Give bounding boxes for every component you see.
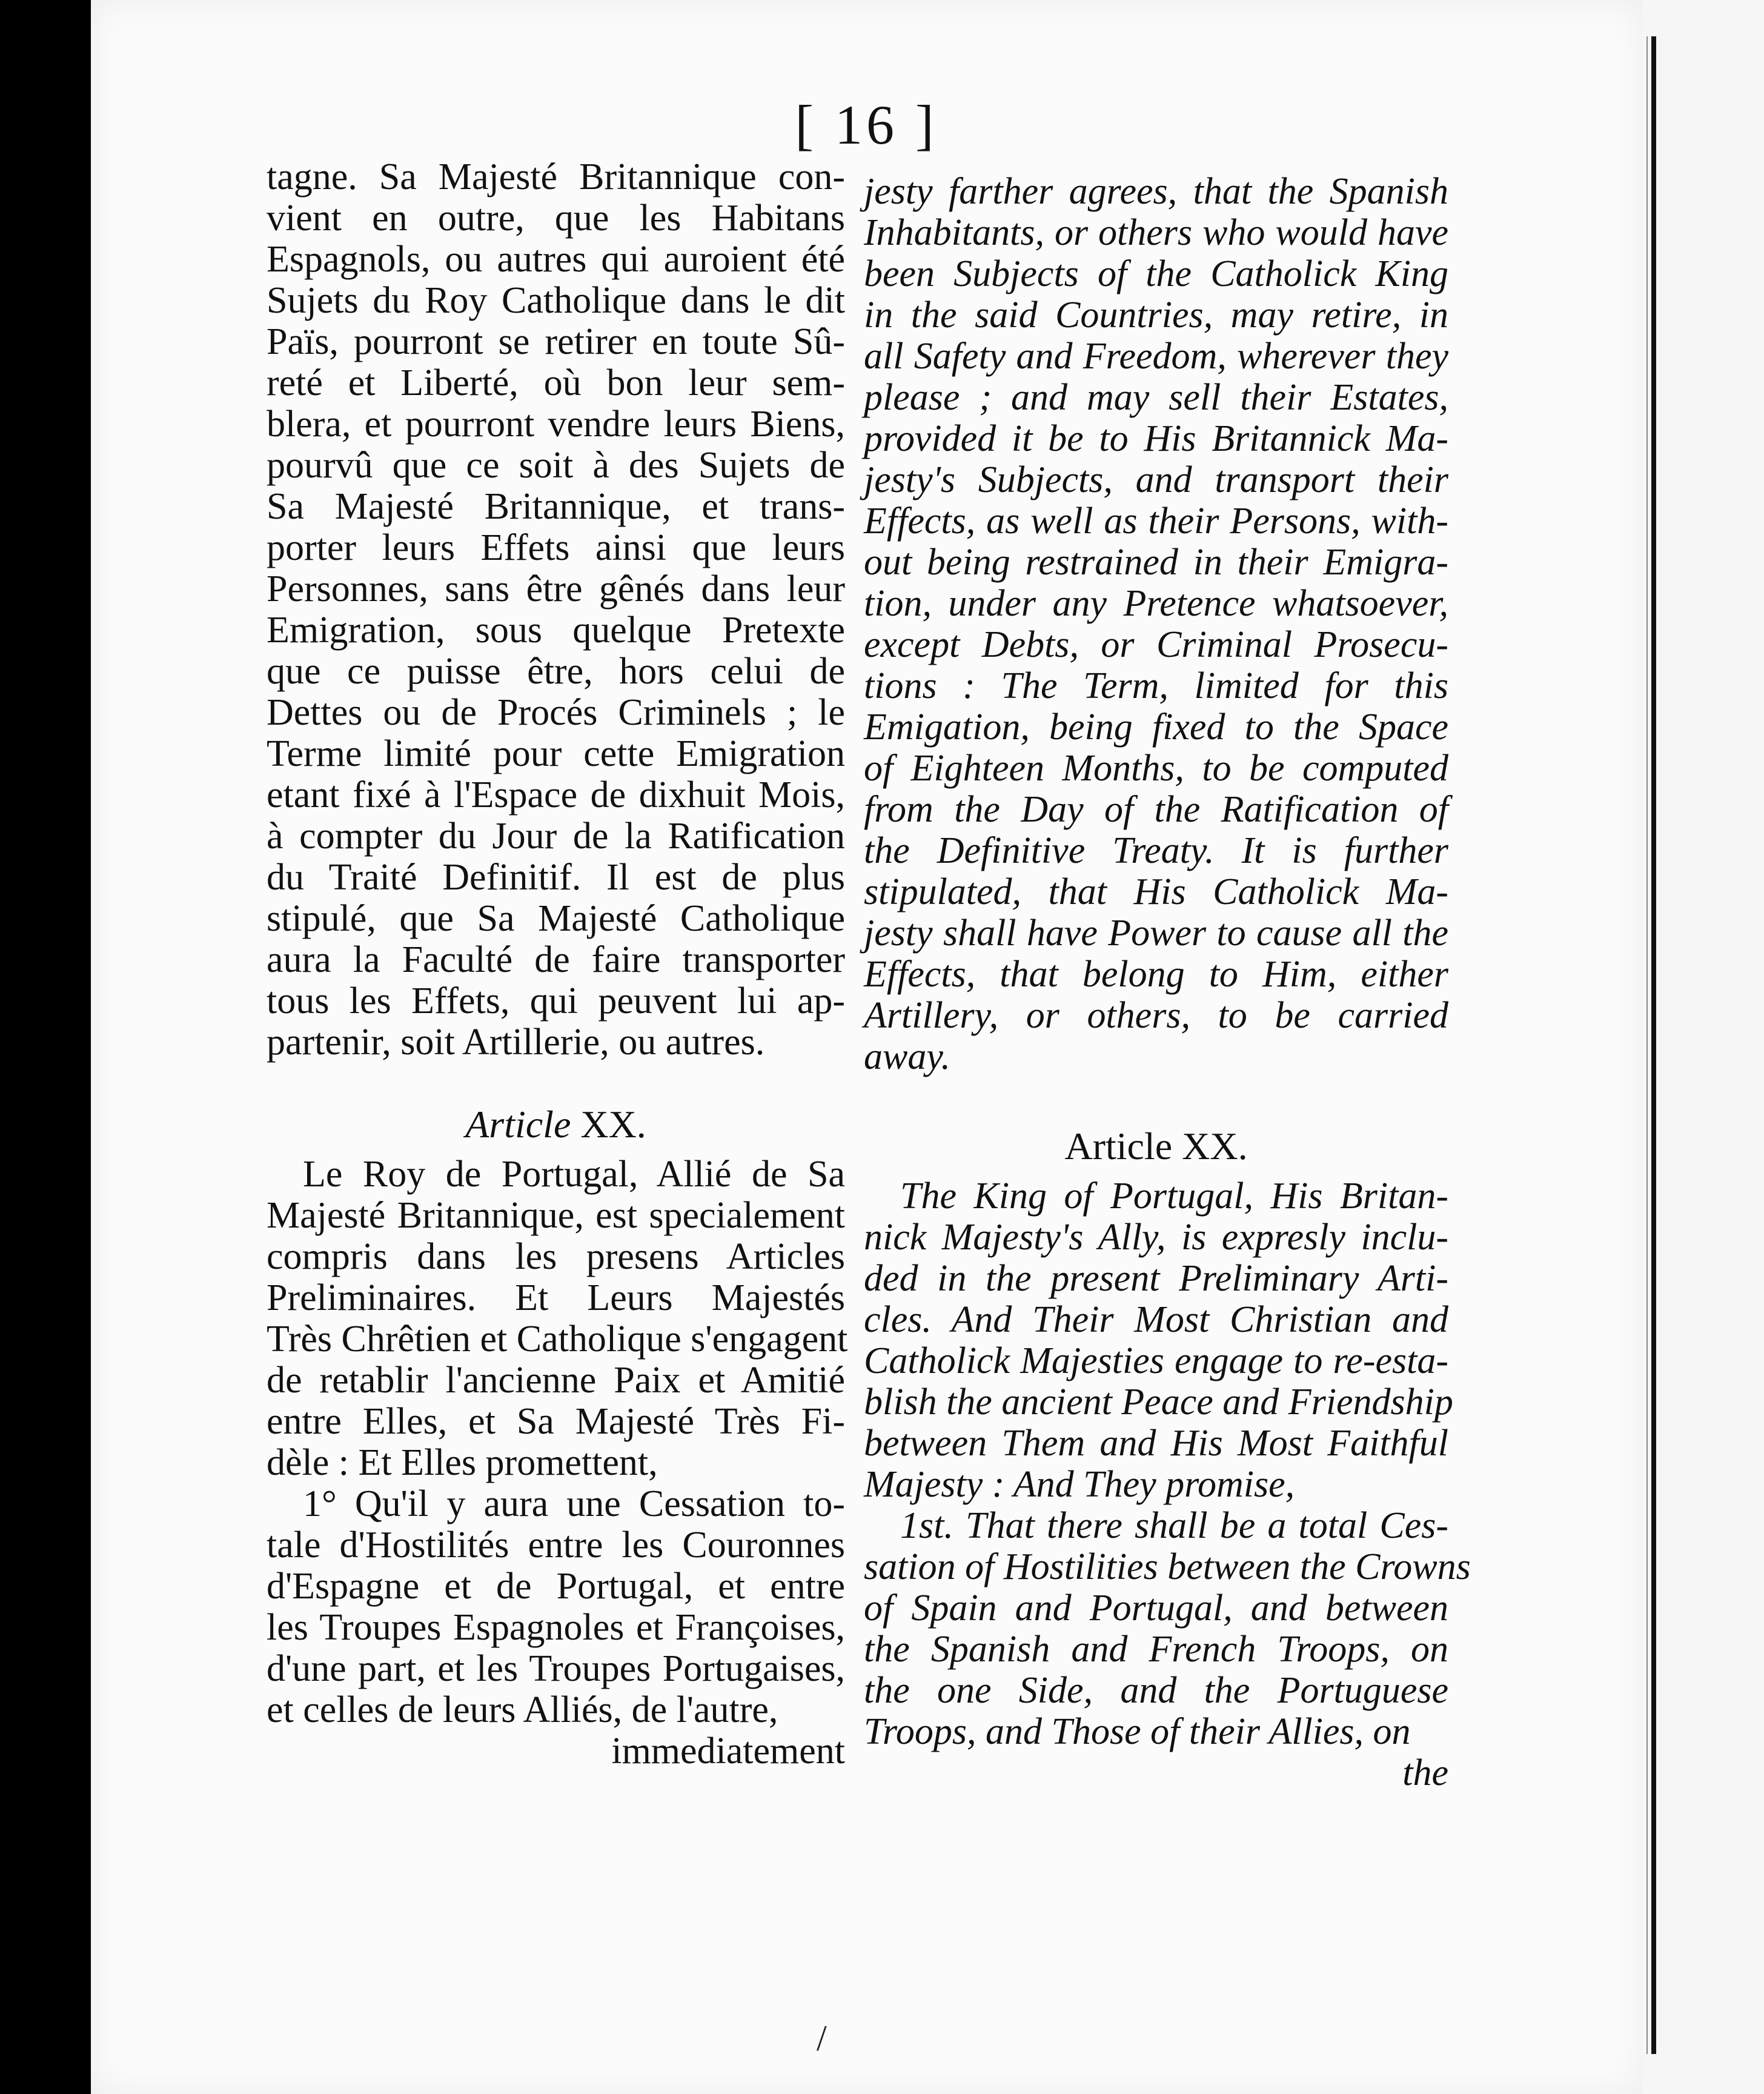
- text-line: Païs, pourront se retirer en toute Sû-: [267, 321, 845, 362]
- text-line: provided it be to His Britannick Ma-: [864, 418, 1448, 459]
- text-line: of Eighteen Months, to be computed: [864, 748, 1448, 789]
- text-line: Majesté Britannique, est specialement: [267, 1195, 845, 1236]
- page-number: [ 16 ]: [795, 94, 938, 156]
- text-line: all Safety and Freedom, wherever they: [864, 336, 1448, 377]
- text-line: Dettes ou de Procés Criminels ; le: [267, 692, 845, 733]
- text-line: les Troupes Espagnoles et Françoises,: [267, 1607, 845, 1648]
- text-line: stipulé, que Sa Majesté Catholique: [267, 898, 845, 939]
- text-line: Emigration, sous quelque Pretexte: [267, 610, 845, 651]
- text-line: please ; and may sell their Estates,: [864, 377, 1448, 418]
- text-line: à compter du Jour de la Ratification: [267, 816, 845, 857]
- text-line: blish the ancient Peace and Friendship: [864, 1381, 1453, 1423]
- text-line: Très Chrêtien et Catholique s'engagent: [267, 1318, 848, 1360]
- binding-shadow: [1646, 36, 1648, 2054]
- text-line: Personnes, sans être gênés dans leur: [267, 568, 845, 610]
- text-line: Preliminaires. Et Leurs Majestés: [267, 1277, 845, 1318]
- text-line: nick Majesty's Ally, is expresly inclu-: [864, 1217, 1448, 1258]
- text-line: tagne. Sa Majesté Britannique con-: [267, 156, 845, 198]
- french-article-text: [267, 1154, 848, 1730]
- text-line: Effects, as well as their Persons, with-: [864, 500, 1448, 542]
- adjacent-page-edge: [1643, 0, 1764, 2094]
- text-line: tale d'Hostilités entre les Couronnes: [267, 1524, 845, 1566]
- text-line: Terme limité pour cette Emigration: [267, 733, 845, 774]
- text-line: tion, under any Pretence whatsoever,: [864, 583, 1448, 624]
- text-line: 1st. That there shall be a total Ces-: [900, 1505, 1448, 1546]
- text-line: d'Espagne et de Portugal, et entre: [267, 1566, 845, 1607]
- text-line: from the Day of the Ratification of: [864, 789, 1448, 830]
- english-article-text: [864, 1175, 1471, 1752]
- text-line: d'une part, et les Troupes Portugaises,: [267, 1648, 845, 1689]
- french-article-word: Article: [465, 1103, 571, 1146]
- text-line: jesty farther agrees, that the Spanish: [864, 171, 1448, 212]
- french-article-heading: [267, 1100, 845, 1149]
- text-line: except Debts, or Criminal Prosecu-: [864, 624, 1448, 665]
- text-line: jesty's Subjects, and transport their: [864, 459, 1448, 500]
- text-line: du Traité Definitif. Il est de plus: [267, 857, 845, 898]
- text-line: of Spain and Portugal, and between: [864, 1587, 1448, 1629]
- english-text-continued: [864, 171, 1448, 1077]
- text-line: Emigation, being fixed to the Space: [864, 706, 1448, 748]
- text-line: Artillery, or others, to be carried: [864, 995, 1448, 1036]
- text-line: cles. And Their Most Christian and: [864, 1299, 1448, 1340]
- text-line: 1° Qu'il y aura une Cessation to-: [303, 1483, 845, 1524]
- text-line: Sa Majesté Britannique, et trans-: [267, 486, 845, 527]
- text-line: jesty shall have Power to cause all the: [864, 912, 1448, 954]
- text-line: been Subjects of the Catholick King: [864, 253, 1448, 294]
- text-line: vient en outre, que les Habitans: [267, 198, 845, 239]
- text-line: aura la Faculté de faire transporter: [267, 939, 845, 980]
- text-line: away.: [864, 1036, 950, 1077]
- text-line: ded in the present Preliminary Arti-: [864, 1258, 1448, 1299]
- english-article-number: XX.: [1182, 1125, 1248, 1168]
- text-line: que ce puisse être, hors celui de: [267, 651, 845, 692]
- text-line: The King of Portugal, His Britan-: [900, 1175, 1448, 1217]
- text-line: Troops, and Those of their Allies, on: [864, 1711, 1411, 1752]
- text-line: blera, et pourront vendre leurs Biens,: [267, 404, 845, 445]
- text-line: between Them and His Most Faithful: [864, 1423, 1448, 1464]
- text-line: tous les Effets, qui peuvent lui ap-: [267, 980, 845, 1022]
- text-line: compris dans les presens Articles: [267, 1236, 845, 1277]
- french-catchword: immediatement: [611, 1730, 845, 1772]
- text-line: partenir, soit Artillerie, ou autres.: [267, 1022, 765, 1063]
- text-line: entre Elles, et Sa Majesté Très Fi-: [267, 1401, 845, 1442]
- french-text-continued: [267, 156, 845, 1063]
- text-line: porter leurs Effets ainsi que leurs: [267, 527, 845, 568]
- text-line: out being restrained in their Emigra-: [864, 542, 1448, 583]
- english-article-heading: [864, 1122, 1448, 1171]
- english-article-word: Article: [1064, 1125, 1173, 1168]
- text-line: Le Roy de Portugal, Allié de Sa: [303, 1154, 845, 1195]
- text-line: the Definitive Treaty. It is further: [864, 830, 1448, 871]
- text-line: reté et Liberté, où bon leur sem-: [267, 362, 845, 404]
- text-line: Sujets du Roy Catholique dans le dit: [267, 280, 845, 321]
- text-line: in the said Countries, may retire, in: [864, 294, 1448, 336]
- text-line: Catholick Majesties engage to re-esta-: [864, 1340, 1448, 1381]
- text-line: Effects, that belong to Him, either: [864, 954, 1448, 995]
- text-line: Inhabitants, or others who would have: [864, 212, 1448, 253]
- text-line: the one Side, and the Portuguese: [864, 1670, 1448, 1711]
- text-line: etant fixé à l'Espace de dixhuit Mois,: [267, 774, 845, 816]
- text-line: de retablir l'ancienne Paix et Amitié: [267, 1360, 845, 1401]
- binding-edge-line: [1651, 36, 1656, 2054]
- text-line: dèle : Et Elles promettent,: [267, 1442, 658, 1483]
- text-line: the Spanish and French Troops, on: [864, 1629, 1448, 1670]
- english-catchword: the: [1402, 1752, 1448, 1793]
- text-line: pourvû que ce soit à des Sujets de: [267, 445, 845, 486]
- stray-ink-mark: /: [817, 2018, 827, 2058]
- text-line: tions : The Term, limited for this: [864, 665, 1448, 706]
- text-line: Majesty : And They promise,: [864, 1464, 1295, 1505]
- french-article-number: XX.: [580, 1103, 646, 1146]
- english-column: [864, 171, 1471, 1793]
- text-line: stipulated, that His Catholick Ma-: [864, 871, 1448, 912]
- french-column: [267, 156, 848, 1772]
- text-line: et celles de leurs Alliés, de l'autre,: [267, 1689, 778, 1730]
- text-line: Espagnols, ou autres qui auroient été: [267, 239, 845, 280]
- text-line: sation of Hostilities between the Crowns: [864, 1546, 1471, 1587]
